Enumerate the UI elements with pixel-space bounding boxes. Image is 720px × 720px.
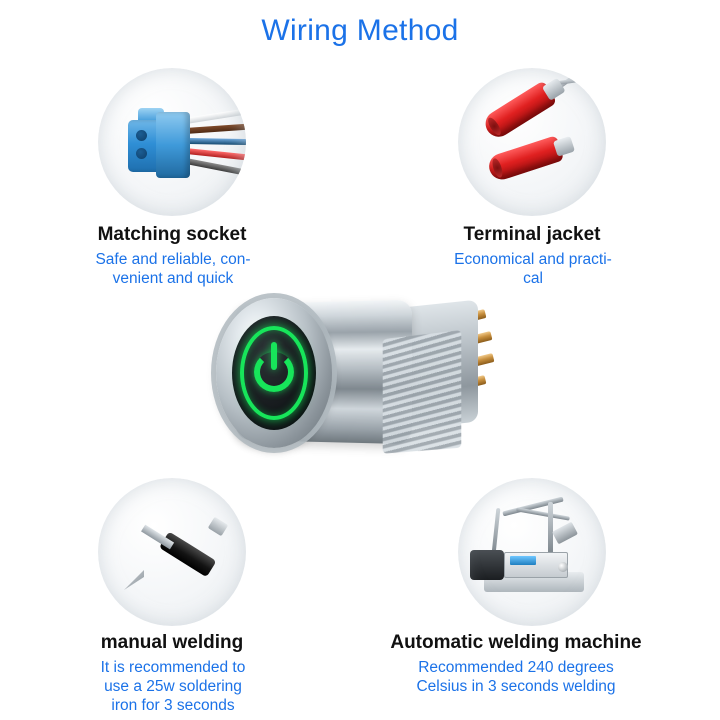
- terminal-jacket-image: [458, 68, 606, 216]
- manual-welding-subtitle-line3: iron for 3 seconds: [111, 697, 235, 714]
- automatic-welding-machine-image: [458, 478, 606, 626]
- machine-solder-head: [552, 522, 578, 545]
- switch-face: [232, 316, 316, 430]
- socket-hole: [136, 130, 147, 141]
- terminal-jacket-title: Terminal jacket: [463, 224, 601, 245]
- socket-head: [156, 112, 190, 178]
- machine-column: [492, 508, 501, 554]
- metal-push-button-switch: [206, 280, 516, 480]
- matching-socket-subtitle-line1: Safe and reliable, con-: [95, 251, 251, 268]
- manual-welding-image: [98, 478, 246, 626]
- wire-brown: [186, 124, 246, 134]
- wire-red: [186, 148, 246, 160]
- socket-hole: [136, 148, 147, 159]
- automatic-welding-machine-subtitle-line1: Recommended 240 degrees: [418, 659, 614, 676]
- matching-socket-image: [98, 68, 246, 216]
- switch-front-bezel: [216, 298, 332, 448]
- jacket-opening: [486, 116, 503, 137]
- automatic-welding-machine-subtitle-line2: Celsius in 3 seconds welding: [416, 678, 616, 695]
- terminal-jacket-lower: [486, 135, 564, 183]
- manual-welding-subtitle-line2: use a 25w soldering: [104, 678, 242, 695]
- matching-socket-subtitle-line2: venient and quick: [112, 270, 234, 287]
- machine-display: [510, 556, 536, 565]
- machine-knob: [558, 562, 568, 572]
- manual-welding-title: manual welding: [100, 632, 244, 653]
- manual-welding-subtitle-line1: It is recommended to: [100, 659, 246, 676]
- jacket-metal-tip: [553, 136, 575, 157]
- machine-arm: [516, 507, 570, 520]
- page-title: Wiring Method: [261, 14, 459, 47]
- terminal-jacket-subtitle-line2: cal: [523, 270, 543, 287]
- soldering-iron-tip: [124, 570, 144, 590]
- machine-power-box: [470, 550, 504, 580]
- power-bar: [271, 342, 277, 370]
- wire-black: [185, 158, 243, 175]
- automatic-welding-machine-title: Automatic welding machine: [390, 632, 642, 653]
- power-symbol-icon: [254, 342, 294, 402]
- terminal-jacket-upper: [481, 80, 558, 141]
- machine-column: [548, 502, 553, 554]
- soldering-iron-ferrule: [208, 517, 228, 537]
- matching-socket-title: Matching socket: [97, 224, 247, 245]
- jacket-opening: [491, 157, 505, 178]
- wire-white: [186, 108, 246, 124]
- wire-blue: [186, 138, 246, 145]
- switch-thread: [383, 330, 462, 453]
- terminal-jacket-subtitle-line1: Economical and practi-: [454, 251, 612, 268]
